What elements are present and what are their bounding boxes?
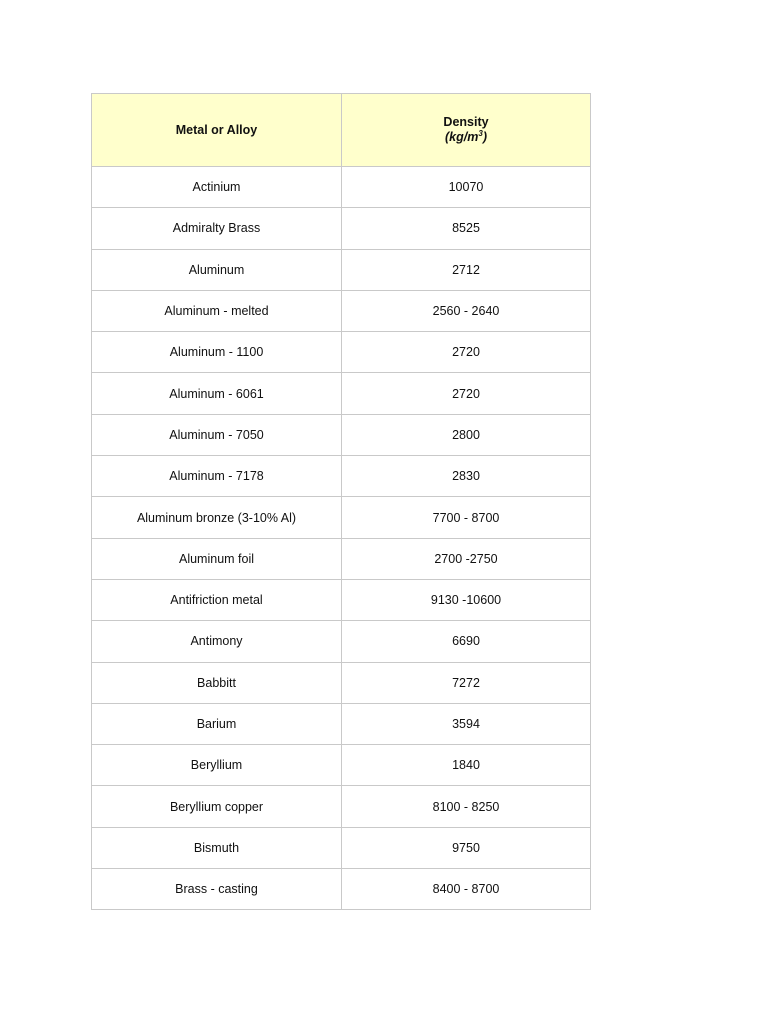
header-density-label: Density — [443, 115, 489, 129]
header-density-unit — [346, 130, 586, 145]
table-row — [92, 579, 591, 620]
table-row — [92, 662, 591, 703]
table-body — [92, 167, 591, 910]
table-row — [92, 414, 591, 455]
density-cell: 1840 — [342, 745, 591, 786]
density-cell: 10070 — [342, 167, 591, 208]
metal-cell: Babbitt — [92, 662, 342, 703]
table-row — [92, 249, 591, 290]
metal-cell: Beryllium — [92, 745, 342, 786]
density-cell: 7272 — [342, 662, 591, 703]
metal-cell: Beryllium copper — [92, 786, 342, 827]
unit-close: ) — [482, 130, 487, 144]
metal-cell: Brass - casting — [92, 869, 342, 910]
density-cell: 7700 - 8700 — [342, 497, 591, 538]
density-cell: 9130 -10600 — [342, 579, 591, 620]
metal-cell: Aluminum - 7178 — [92, 456, 342, 497]
metal-cell: Antimony — [92, 621, 342, 662]
unit-exponent: 3 — [478, 128, 483, 138]
metal-cell: Aluminum - melted — [92, 290, 342, 331]
header-row — [92, 94, 591, 167]
table-row — [92, 538, 591, 579]
table-row — [92, 456, 591, 497]
density-cell: 2830 — [342, 456, 591, 497]
density-cell: 2800 — [342, 414, 591, 455]
metal-cell: Aluminum - 6061 — [92, 373, 342, 414]
table-row — [92, 167, 591, 208]
table-row — [92, 703, 591, 744]
metal-cell: Admiralty Brass — [92, 208, 342, 249]
metal-cell: Aluminum — [92, 249, 342, 290]
density-cell: 2560 - 2640 — [342, 290, 591, 331]
density-cell: 6690 — [342, 621, 591, 662]
density-cell: 9750 — [342, 827, 591, 868]
table-row — [92, 497, 591, 538]
metal-cell: Antifriction metal — [92, 579, 342, 620]
table-row — [92, 208, 591, 249]
metal-cell: Aluminum bronze (3-10% Al) — [92, 497, 342, 538]
unit-open: (kg/m — [445, 130, 479, 144]
table-row — [92, 621, 591, 662]
table-row — [92, 745, 591, 786]
density-table — [91, 93, 591, 910]
table-row — [92, 290, 591, 331]
density-cell: 8525 — [342, 208, 591, 249]
table-row — [92, 827, 591, 868]
metal-cell: Actinium — [92, 167, 342, 208]
table-row — [92, 373, 591, 414]
density-cell: 3594 — [342, 703, 591, 744]
table-row — [92, 332, 591, 373]
metal-cell: Aluminum - 7050 — [92, 414, 342, 455]
metal-cell: Aluminum foil — [92, 538, 342, 579]
metal-cell: Bismuth — [92, 827, 342, 868]
density-cell: 2720 — [342, 332, 591, 373]
header-metal: Metal or Alloy — [92, 94, 342, 167]
density-cell: 8400 - 8700 — [342, 869, 591, 910]
table-row — [92, 786, 591, 827]
table-row — [92, 869, 591, 910]
table-header — [92, 94, 591, 167]
header-density — [342, 94, 591, 167]
density-cell: 2720 — [342, 373, 591, 414]
density-cell: 2712 — [342, 249, 591, 290]
density-cell: 2700 -2750 — [342, 538, 591, 579]
metal-cell: Barium — [92, 703, 342, 744]
metal-cell: Aluminum - 1100 — [92, 332, 342, 373]
density-cell: 8100 - 8250 — [342, 786, 591, 827]
